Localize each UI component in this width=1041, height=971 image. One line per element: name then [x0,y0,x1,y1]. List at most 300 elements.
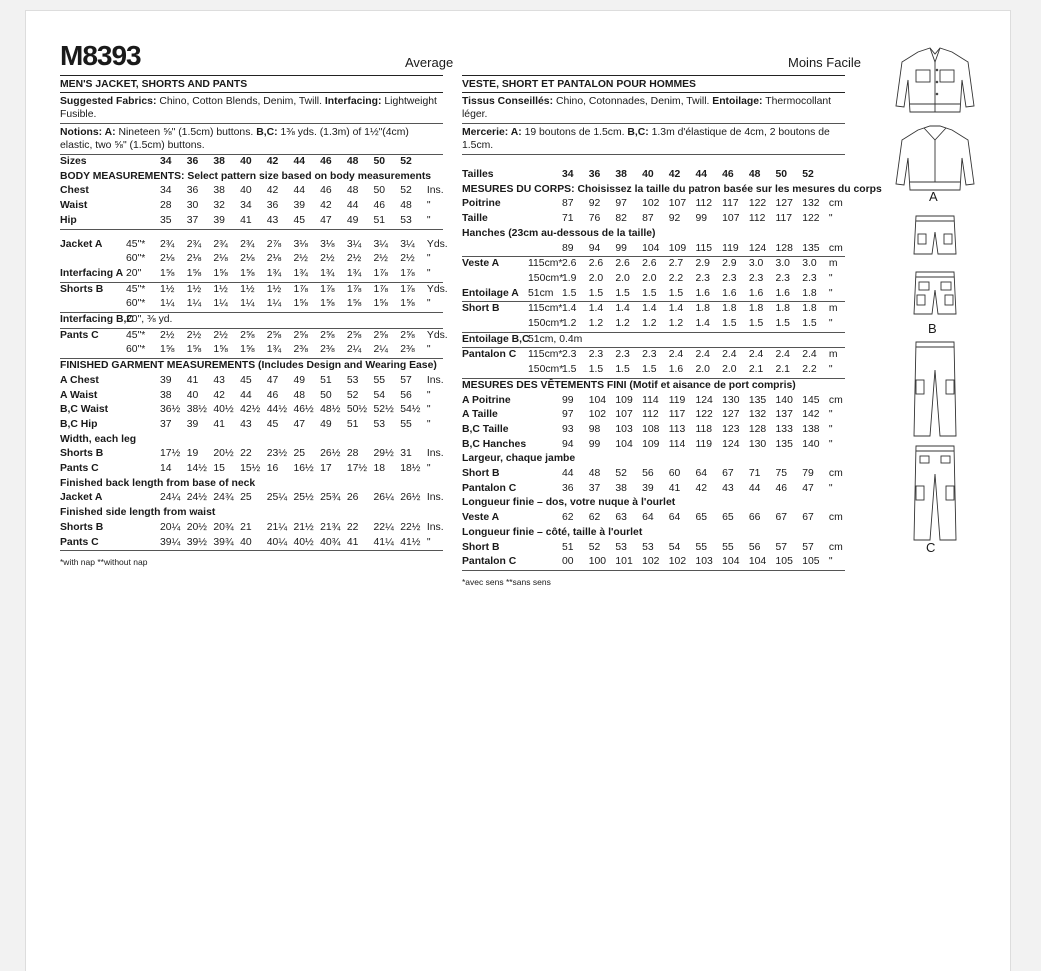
cell-value: 48 [588,468,601,480]
fabric-width [528,555,562,570]
cell-value: 2.9 [722,258,737,270]
fabric-width [528,438,562,453]
cell-value: 46 [722,169,734,180]
row-label: Poitrine [462,198,501,210]
row-label: Jacket A [60,492,103,504]
cell-value: 98 [588,423,601,435]
cell-value: 21½ [293,521,314,533]
cell-value: 114 [642,394,659,406]
cell-value: 1.5 [669,287,696,302]
cell-value: 1½ [186,283,202,295]
row-label [60,297,126,312]
fabric-width [126,214,160,229]
table-row [60,328,443,343]
cell-value: 3¼ [373,238,388,250]
table-row [60,433,443,448]
unit: " [426,389,431,401]
cell-value: 3.0 [748,258,764,270]
fabrics-fr [462,93,845,124]
cell-value: 26 [346,492,359,504]
cell-value: 133 [775,423,793,435]
table-row [462,482,845,497]
cell-value: 130 [748,438,767,450]
fabric-width: 45"* [126,283,146,295]
cell-value: 2.3 [562,349,577,361]
cell-value: 1.2 [642,317,669,332]
cell-value: 2.4 [695,349,710,361]
cell-value: 1⅞ [374,267,401,282]
cell-value: 53 [373,418,386,430]
cell-value: 53 [346,374,359,386]
cell-value: 1.6 [695,287,722,302]
cell-value: 38 [213,156,225,167]
cell-value: 39 [213,214,240,229]
skill-level-en: Average [405,55,454,70]
cell-value: 2⅜ [320,343,347,358]
cell-value: 3¼ [346,238,362,250]
row-value: 51cm, 0.4m [528,332,845,348]
cell-value: 2.3 [615,349,630,361]
unit: " [828,438,833,450]
cell-value: 37 [187,214,214,229]
cell-value: 46 [320,185,332,197]
cell-value: 62 [562,512,574,524]
cell-value: 1¾ [347,267,374,282]
cell-value: 38 [160,389,172,401]
cell-value: 42 [668,169,681,180]
row-label: B,C Waist [60,404,109,416]
cell-value: 24¾ [213,492,234,504]
cell-value: 2.0 [588,272,604,284]
cell-value: 2¾ [186,238,202,250]
interfacing-text: Lightweight Fusible. [60,96,437,120]
fabric-width [528,212,562,227]
cell-value: 112 [642,409,659,421]
cell-value: 1.5 [722,317,749,332]
cell-value: 2.2 [668,272,684,284]
cell-value: 25¼ [266,492,287,504]
row-label: Entoilage B,C [462,332,528,348]
cell-value: 44½ [266,404,287,416]
cell-value: 1⅝ [213,267,240,282]
cell-value: 44 [293,156,306,167]
cell-value: 115 [695,242,722,257]
cell-value: 46½ [293,404,314,416]
cell-value: 36 [186,156,199,167]
cell-value: 47 [293,418,306,430]
fabric-width [126,491,160,506]
cell-value: 52 [802,169,814,180]
cell-value: 132 [802,198,820,210]
cell-value: 45 [240,374,252,386]
cell-value: 36 [562,482,574,494]
cell-value: 1.5 [776,317,803,332]
interfacing-text: Thermocollant léger. [462,96,832,120]
cell-value: 2.3 [695,272,710,284]
cell-value: 142 [802,409,820,421]
table-row [60,403,443,418]
unit [427,155,443,170]
cell-value: 22½ [400,521,421,533]
cell-value: 30 [186,200,199,212]
interfacing-label: Entoilage: [712,96,763,107]
cell-value: 87 [642,213,654,225]
cell-value: 119 [668,394,686,406]
cell-value: 67 [775,512,788,524]
cell-value: 104 [588,394,607,406]
fabric-width [126,462,160,477]
cell-value: 2⅜ [293,343,320,358]
fabric-width: 60"* [126,297,160,312]
cell-value: 1½ [213,283,228,295]
cell-value: 112 [748,213,766,225]
cell-value: 40½ [213,404,234,416]
cell-value: 22¼ [373,521,394,533]
cell-value: 1.2 [615,317,642,332]
notions-text-a: Nineteen ⅝" (1.5cm) buttons. [118,127,254,138]
cell-value: 2.6 [642,258,657,270]
cell-value: 1.5 [749,317,776,332]
unit: " [828,482,833,494]
cell-value: 52 [615,468,627,480]
cell-value: 2⅛ [213,253,228,265]
cell-value: 38 [213,185,225,197]
cell-value: 2½ [293,253,308,265]
garment-title-fr: VESTE, SHORT ET PANTALON POUR HOMMES [462,75,845,93]
cell-value: 34 [562,169,574,180]
cell-value: 26¼ [373,492,394,504]
unit: " [828,423,833,435]
section-heading: MESURES DU CORPS: Choisissez la taille du patron basée sur les mesures du corps [462,183,882,195]
cell-value: 52 [346,389,359,401]
unit: " [828,272,833,284]
cell-value: 1.5 [589,287,616,302]
cell-value: 135 [748,394,767,406]
cell-value: 45 [266,418,279,430]
table-row [462,363,845,378]
unit: cm [828,512,843,524]
table-row [60,238,443,253]
cell-value: 26½ [320,448,341,460]
table-row [60,267,443,282]
cell-value: 39 [186,418,199,430]
cell-value: 104 [749,555,776,570]
section-heading: Width, each leg [60,433,137,445]
cell-value: 42 [213,389,225,401]
cell-value: 40 [240,156,252,167]
cell-value: 79 [802,468,814,480]
row-label: A Chest [60,374,99,386]
cell-value: 2⅜ [400,343,427,358]
cell-value: 112 [695,198,713,210]
cell-value: 122 [748,198,767,210]
cell-value: 42 [266,156,279,167]
cell-value: 2.0 [642,272,657,284]
cell-value: 54 [668,541,681,553]
cell-value: 36½ [160,404,181,416]
cell-value: 20½ [213,448,234,460]
row-label: B,C Hip [60,418,98,430]
cell-value: 52 [588,541,601,553]
cell-value: 124 [722,438,740,450]
cell-value: 2.1 [776,363,803,378]
cell-value: 36 [588,169,601,180]
cell-value: 124 [695,394,713,406]
cell-value: 1¼ [267,297,294,312]
cell-value: 103 [615,423,633,435]
row-label [462,317,528,332]
cell-value: 102 [669,555,696,570]
cell-value: 107 [722,213,740,225]
cell-value: 1.9 [562,272,577,284]
cell-value: 51 [346,418,359,430]
row-spacer [60,229,443,238]
cell-value: 1⅝ [320,297,347,312]
fabric-width: 150cm* [528,317,562,332]
fabric-width: 20" [126,267,160,282]
cell-value: 1¾ [320,267,347,282]
row-label: Short B [462,468,500,480]
cell-value: 100 [589,555,616,570]
unit: " [828,409,833,421]
cell-value: 1¼ [240,297,267,312]
section-heading: Finished side length from waist [60,507,216,519]
row-label: Shorts B [60,521,104,533]
view-label-b: B [928,321,937,336]
fabrics-label: Suggested Fabrics: [60,96,157,107]
cell-value: 23½ [266,448,287,460]
unit: " [426,200,431,212]
unit: " [426,253,431,265]
cell-value: 56 [642,468,654,480]
cell-value: 48 [346,156,359,167]
table-row [462,408,845,423]
row-label [462,272,528,287]
unit: m [828,349,838,361]
table-row [60,447,443,462]
cell-value: 2⅞ [266,238,282,250]
fabric-width [528,197,562,212]
technical-drawings [880,40,990,560]
table-row [60,170,443,185]
unit: cm [828,541,843,553]
cell-value: 2⅝ [266,329,282,341]
cell-value: 1⅞ [400,283,415,295]
cell-value: 36 [266,200,279,212]
cell-value: 2.4 [722,349,737,361]
unit: Ins. [426,521,444,533]
cell-value: 41 [668,482,681,494]
row-label: Pantalon C [462,349,517,361]
cell-value: 26½ [400,492,421,504]
cell-value: 1.6 [776,287,803,302]
row-label: Short B [462,303,500,315]
cell-value: 31 [400,448,412,460]
interfacing-label: Interfacing: [324,96,382,107]
cell-value: 2.3 [802,272,817,284]
table-row [462,511,845,526]
cell-value: 50 [775,169,788,180]
cell-value: 93 [562,423,574,435]
cell-value: 43 [722,482,734,494]
cell-value: 65 [722,512,734,524]
cell-value: 99 [615,242,642,257]
pants-back-drawing [914,446,956,540]
cell-value: 102 [588,409,607,421]
table-row [462,227,845,242]
unit: Ins. [426,374,444,386]
cell-value: 2½ [213,329,228,341]
cell-value: 1⅝ [293,297,320,312]
table-row [60,389,443,404]
cell-value: 1.5 [642,287,669,302]
row-label: Taille [462,213,488,225]
cell-value: 2.9 [695,258,710,270]
fabric-width [528,394,562,409]
cell-value: 117 [775,213,793,225]
measurement-table-fr [462,168,882,571]
cell-value: 50 [373,156,386,167]
cell-value: 49 [293,374,306,386]
row-label: Pants C [60,463,99,475]
table-row [462,423,845,438]
fabric-width [528,482,562,497]
cell-value: 119 [722,242,749,257]
cell-value: 48½ [320,404,341,416]
cell-value: 55 [722,541,734,553]
table-row [60,343,443,358]
cell-value: 2⅝ [293,329,308,341]
cell-value: 51 [374,214,401,229]
cell-value: 107 [668,198,687,210]
cell-value: 53 [400,214,427,229]
cell-value: 40 [240,536,267,551]
cell-value: 2⅛ [266,253,282,265]
cell-value: 1.4 [642,303,657,315]
cell-value: 57 [775,541,788,553]
unit: Ins. [426,185,444,197]
unit [829,168,845,183]
cell-value: 16½ [293,463,314,475]
cell-value: 22 [346,521,359,533]
cell-value: 2.6 [615,258,630,270]
cell-value: 1⅝ [187,267,214,282]
unit: cm [828,468,843,480]
cell-value: 47 [320,214,347,229]
cell-value: 2⅝ [373,329,388,341]
row-label: B,C Hanches [462,438,527,450]
fabric-width [126,199,160,214]
notions-label-bc: B,C: [627,127,649,138]
cell-value: 25 [240,492,252,504]
fabric-width: 45"* [126,329,146,341]
cell-value: 62 [588,512,601,524]
jacket-back-drawing [896,126,974,190]
cell-value: 60 [668,468,681,480]
cell-value: 29½ [373,448,394,460]
cell-value: 48 [400,200,412,212]
cell-value: 1⅞ [346,283,362,295]
fabric-width [126,418,160,433]
cell-value: 104 [642,242,669,257]
cell-value: 39 [293,200,306,212]
cell-value: 43 [213,374,225,386]
cell-value: 118 [695,423,713,435]
table-row [462,541,845,556]
section-heading: FINISHED GARMENT MEASUREMENTS (Includes Design and Wearing Ease) [60,360,437,372]
table-row [462,183,845,198]
cell-value: 124 [749,242,776,257]
cell-value: 122 [695,409,713,421]
unit: Ins. [426,448,444,460]
cell-value: 2.3 [748,272,764,284]
cell-value: 00 [562,555,589,570]
unit: Ins. [426,492,444,504]
cell-value: 1.2 [589,317,616,332]
cell-value: 2.4 [802,349,817,361]
unit: Yds. [426,238,448,250]
cell-value: 50 [373,185,386,197]
row-label: Shorts B [60,448,104,460]
cell-value: 109 [669,242,696,257]
cell-value: 55 [400,418,412,430]
cell-value: 32 [213,200,225,212]
table-row [462,272,845,287]
section-heading: Longueur finie – côté, taille à l'ourlet [462,526,643,538]
cell-value: 2.0 [722,363,749,378]
cell-value: 107 [615,409,633,421]
table-row [60,491,443,506]
cell-value: 40 [642,169,654,180]
cell-value: 1⅝ [187,343,214,358]
cell-value: 53 [615,541,627,553]
cell-value: 18½ [400,463,421,475]
cell-value: 40¼ [267,536,294,551]
cell-value: 38½ [186,404,207,416]
view-label-a: A [929,189,938,204]
table-row [462,526,845,541]
table-row [60,506,443,521]
cell-value: 109 [615,394,633,406]
cell-value: 21¾ [320,521,341,533]
cell-value: 1½ [240,283,255,295]
cell-value: 2.7 [668,258,684,270]
garment-title-en: MEN'S JACKET, SHORTS AND PANTS [60,75,443,93]
cell-value: 2.4 [748,349,764,361]
cell-value: 1.8 [722,303,737,315]
cell-value: 17 [320,463,332,475]
cell-value: 94 [589,242,616,257]
cell-value: 64 [695,468,708,480]
cell-value: 2.2 [802,363,829,378]
cell-value: 1.2 [562,317,589,332]
cell-value: 1.4 [562,303,577,315]
cell-value: 2¼ [347,343,374,358]
table-row [60,297,443,312]
cell-value: 2.3 [775,272,790,284]
cell-value: 2¾ [160,238,175,250]
cell-value: 35 [160,214,187,229]
footnote-en: *with nap **without nap [60,557,148,568]
cell-value: 89 [562,242,589,257]
row-label: Shorts B [60,283,104,295]
fabric-width: 115cm* [528,349,563,361]
cell-value: 44 [293,185,306,197]
unit: Yds. [426,329,448,341]
cell-value: 38 [615,169,627,180]
cell-value: 2½ [373,253,388,265]
cell-value: 67 [802,512,814,524]
